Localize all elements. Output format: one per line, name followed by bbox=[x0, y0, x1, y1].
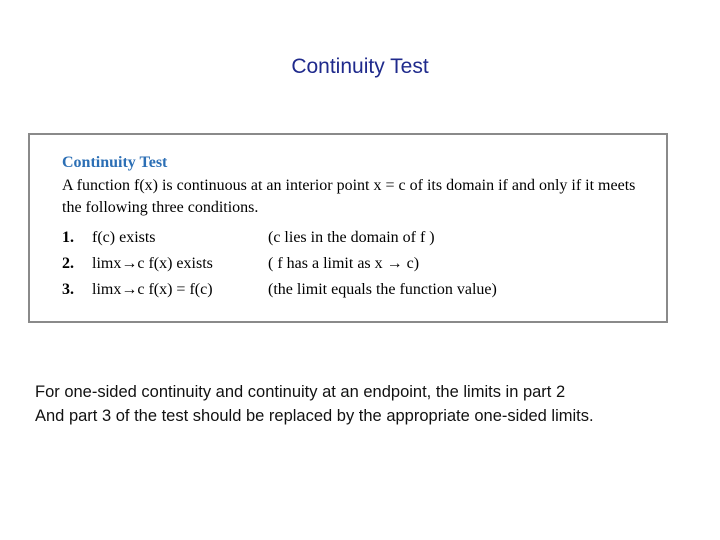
condition-expression: limx→c f(x) = f(c) bbox=[92, 281, 213, 298]
condition-note: (the limit equals the function value) bbox=[268, 281, 497, 298]
condition-number: 2. bbox=[62, 255, 74, 272]
slide-title: Continuity Test bbox=[291, 55, 429, 78]
theorem-statement: A function f(x) is continuous at an interior point x = c of its domain if and only if it meets the following three conditions. bbox=[62, 177, 636, 216]
condition-row bbox=[62, 279, 662, 301]
condition-number: 3. bbox=[62, 281, 74, 298]
condition-number: 1. bbox=[62, 229, 74, 246]
condition-expression: limx→c f(x) exists bbox=[92, 255, 213, 272]
condition-row bbox=[62, 253, 662, 275]
condition-note: (c lies in the domain of f ) bbox=[268, 229, 435, 246]
theorem-box bbox=[28, 133, 668, 323]
condition-note: ( f has a limit as x → c) bbox=[268, 255, 420, 272]
footer-line-1: For one-sided continuity and continuity at an endpoint, the limits in part 2 bbox=[35, 383, 566, 401]
condition-row bbox=[62, 227, 662, 249]
theorem-heading: Continuity Test bbox=[62, 154, 168, 171]
footer-text bbox=[35, 380, 715, 428]
footer-line-2: And part 3 of the test should be replaced by the appropriate one-sided limits. bbox=[35, 407, 594, 425]
condition-expression: f(c) exists bbox=[92, 229, 156, 246]
